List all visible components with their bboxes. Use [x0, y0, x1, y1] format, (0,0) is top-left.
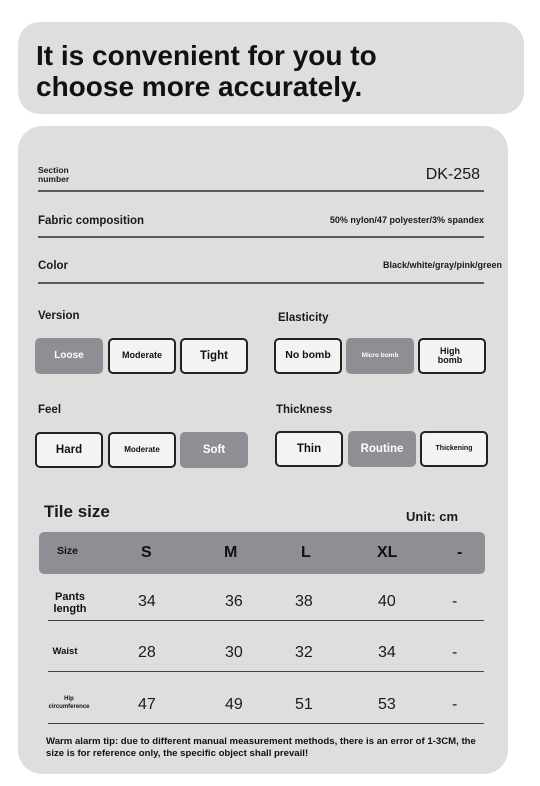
divider	[38, 190, 484, 192]
table-cell: 47	[138, 696, 156, 713]
divider	[38, 236, 484, 238]
thickness-option-thickening[interactable]: Thickening	[420, 431, 488, 467]
feel-option-soft[interactable]: Soft	[180, 432, 248, 468]
table-cell: 30	[225, 644, 243, 661]
table-cell: 38	[295, 593, 313, 610]
section-number-label: Section number	[38, 165, 70, 184]
headline-banner	[18, 22, 524, 114]
table-row-label: Waist	[52, 646, 78, 657]
feel-label: Feel	[38, 404, 62, 416]
divider	[48, 671, 484, 672]
divider	[38, 282, 484, 284]
section-number-value: DK-258	[425, 166, 480, 183]
headline-line-2: choose more accurately.	[36, 71, 363, 102]
table-cell: 34	[138, 593, 156, 610]
header-xl: XL	[377, 544, 398, 561]
color-label: Color	[38, 260, 69, 272]
thickness-label: Thickness	[276, 404, 333, 416]
elasticity-label: Elasticity	[278, 312, 329, 324]
table-cell: 34	[378, 644, 396, 661]
size-table-unit: Unit: cm	[406, 509, 458, 524]
elasticity-option-no-bomb[interactable]: No bomb	[274, 338, 342, 374]
table-row-label: Hip circumference	[48, 696, 90, 710]
header-size: Size	[57, 545, 79, 557]
size-table-header	[39, 532, 485, 574]
headline-line-1: It is convenient for you to	[36, 40, 377, 71]
elasticity-option-micro-bomb[interactable]: Micro bomb	[346, 338, 414, 374]
fabric-composition-value: 50% nylon/47 polyester/3% spandex	[329, 215, 484, 225]
feel-option-hard[interactable]: Hard	[35, 432, 103, 468]
elasticity-option-high-bomb-label: High bomb	[437, 345, 463, 365]
header-s: S	[141, 544, 152, 561]
table-cell: -	[452, 644, 458, 661]
version-option-moderate[interactable]: Moderate	[108, 338, 176, 374]
version-option-tight[interactable]: Tight	[180, 338, 248, 374]
divider	[48, 723, 484, 724]
elasticity-option-high-bomb[interactable]	[418, 338, 486, 374]
headline	[36, 40, 524, 102]
header-l: L	[301, 544, 311, 561]
size-table-title: Tile size	[44, 502, 110, 521]
table-cell: -	[452, 593, 458, 610]
feel-option-moderate[interactable]: Moderate	[108, 432, 176, 468]
table-cell: -	[452, 696, 458, 713]
product-spec-card	[18, 126, 508, 774]
header-dash: -	[457, 544, 463, 561]
table-cell: 49	[225, 696, 243, 713]
divider	[48, 620, 484, 621]
color-value: Black/white/gray/pink/green	[382, 260, 502, 270]
table-cell: 36	[225, 593, 243, 610]
table-cell: 53	[378, 696, 396, 713]
fabric-composition-label: Fabric composition	[38, 215, 145, 227]
version-label: Version	[38, 310, 80, 322]
table-cell: 28	[138, 644, 156, 661]
table-row-label: Pants length	[53, 591, 87, 615]
measurement-tip: Warm alarm tip: due to different manual measurement methods, there is an error of 1-3CM, the size is for reference only, the specific object shall prevail!	[46, 736, 476, 759]
version-option-loose[interactable]: Loose	[35, 338, 103, 374]
thickness-option-routine[interactable]: Routine	[348, 431, 416, 467]
table-cell: 32	[295, 644, 313, 661]
thickness-option-thin[interactable]: Thin	[275, 431, 343, 467]
table-cell: 40	[378, 593, 396, 610]
header-m: M	[224, 544, 238, 561]
table-cell: 51	[295, 696, 313, 713]
